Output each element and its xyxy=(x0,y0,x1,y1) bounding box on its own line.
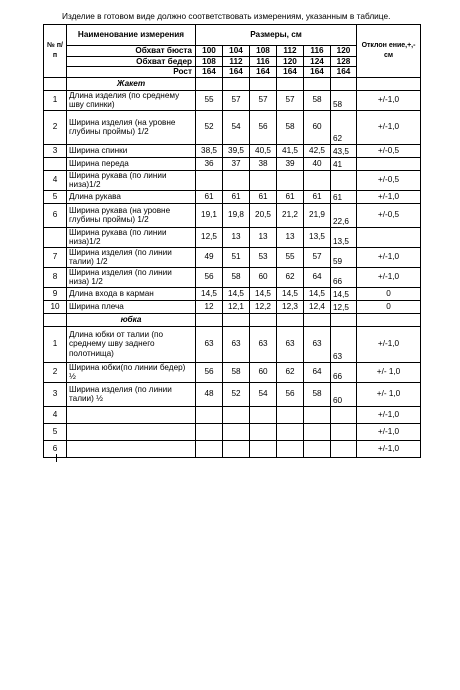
table-row xyxy=(44,227,421,247)
measurement-value: 55 xyxy=(277,247,304,267)
measurement-value: 14,5 xyxy=(304,287,331,300)
tolerance-value: +/-1,0 xyxy=(357,440,421,457)
size-param-label: Рост xyxy=(67,67,196,78)
row-number: 5 xyxy=(44,423,67,440)
measurement-value: 41 xyxy=(331,157,357,170)
tolerance-value xyxy=(357,157,421,170)
measurement-value: 12,4 xyxy=(304,300,331,313)
measurement-name: Ширина рукава (по линии низа)1/2 xyxy=(67,227,196,247)
empty-cell xyxy=(196,77,223,90)
empty-cell xyxy=(223,77,250,90)
size-value: 164 xyxy=(304,67,331,78)
measurement-value: 62 xyxy=(277,362,304,382)
row-number: 1 xyxy=(44,326,67,362)
row-number: 4 xyxy=(44,170,67,190)
measurement-value: 14,5 xyxy=(250,287,277,300)
number-header: № п/п xyxy=(44,25,67,78)
measurement-value xyxy=(331,423,357,440)
measurement-value: 63 xyxy=(304,326,331,362)
measurement-value: 38 xyxy=(250,157,277,170)
measurement-value: 55 xyxy=(196,90,223,110)
tolerance-value: +/-0,5 xyxy=(357,144,421,157)
measurement-value xyxy=(250,406,277,423)
measurement-value xyxy=(304,440,331,457)
measurement-value xyxy=(223,170,250,190)
table-row xyxy=(44,382,421,406)
measurement-value: 56 xyxy=(277,382,304,406)
empty-cell xyxy=(277,77,304,90)
row-number: 2 xyxy=(44,110,67,144)
name-header: Наименование измерения xyxy=(67,25,196,46)
measurement-value: 56 xyxy=(250,110,277,144)
tolerance-value xyxy=(357,227,421,247)
table-row xyxy=(44,247,421,267)
measurement-value: 66 xyxy=(331,267,357,287)
row-number: 1 xyxy=(44,90,67,110)
table-row xyxy=(44,300,421,313)
tolerance-value: +/-1,0 xyxy=(357,190,421,203)
measurement-name: Ширина рукава (на уровне глубины проймы) 1/2 xyxy=(67,203,196,227)
table-row xyxy=(44,267,421,287)
measurement-value: 63 xyxy=(277,326,304,362)
table-row xyxy=(44,170,421,190)
measurement-value xyxy=(304,423,331,440)
measurement-value xyxy=(250,423,277,440)
measurement-value: 58 xyxy=(277,110,304,144)
measurement-name: Ширина рукава (по линии низа)1/2 xyxy=(67,170,196,190)
measurement-value: 36 xyxy=(196,157,223,170)
size-value: 104 xyxy=(223,46,250,57)
measurement-value: 61 xyxy=(331,190,357,203)
measurement-value: 61 xyxy=(277,190,304,203)
empty-cell xyxy=(304,77,331,90)
measurement-value: 39 xyxy=(277,157,304,170)
measurement-value: 12 xyxy=(196,300,223,313)
measurement-name: Ширина спинки xyxy=(67,144,196,157)
empty-cell xyxy=(250,77,277,90)
measurement-value: 19,8 xyxy=(223,203,250,227)
table-row xyxy=(44,362,421,382)
measurement-value: 52 xyxy=(223,382,250,406)
measurement-value: 37 xyxy=(223,157,250,170)
size-value: 116 xyxy=(250,56,277,67)
measurement-value: 12,2 xyxy=(250,300,277,313)
size-value: 120 xyxy=(277,56,304,67)
measurement-value: 62 xyxy=(277,267,304,287)
size-value: 100 xyxy=(196,46,223,57)
measurement-value: 42,5 xyxy=(304,144,331,157)
tolerance-value: +/-1,0 xyxy=(357,326,421,362)
measurement-value: 22,6 xyxy=(331,203,357,227)
empty-cell xyxy=(331,77,357,90)
measurement-value: 21,9 xyxy=(304,203,331,227)
measurement-value: 40,5 xyxy=(250,144,277,157)
measurement-value: 63 xyxy=(196,326,223,362)
row-number: 6 xyxy=(44,203,67,227)
measurement-value: 43,5 xyxy=(331,144,357,157)
jacket-section-title: Жакет xyxy=(67,77,196,90)
size-value: 108 xyxy=(250,46,277,57)
measurement-value: 41,5 xyxy=(277,144,304,157)
measurement-value: 13 xyxy=(223,227,250,247)
measurement-value: 66 xyxy=(331,362,357,382)
measurement-value: 14,5 xyxy=(196,287,223,300)
table-row xyxy=(44,287,421,300)
row-number: 7 xyxy=(44,247,67,267)
measurement-value: 38,5 xyxy=(196,144,223,157)
measurement-name: Ширина переда xyxy=(67,157,196,170)
measurement-value: 57 xyxy=(277,90,304,110)
measurement-value: 58 xyxy=(223,267,250,287)
measurement-value: 63 xyxy=(250,326,277,362)
table-row xyxy=(44,203,421,227)
measurement-value: 19,1 xyxy=(196,203,223,227)
table-row xyxy=(44,326,421,362)
measurement-value: 12,5 xyxy=(196,227,223,247)
size-value: 164 xyxy=(331,67,357,78)
tolerance-value: +/-1,0 xyxy=(357,267,421,287)
tolerance-value: +/-1,0 xyxy=(357,406,421,423)
measurement-value: 60 xyxy=(250,362,277,382)
measurement-value: 57 xyxy=(250,90,277,110)
table-row xyxy=(44,90,421,110)
row-number: 5 xyxy=(44,190,67,203)
measurement-value: 52 xyxy=(196,110,223,144)
measurement-value: 63 xyxy=(331,326,357,362)
measurement-value xyxy=(304,406,331,423)
size-value: 112 xyxy=(277,46,304,57)
measurement-value: 64 xyxy=(304,362,331,382)
measurement-value: 12,5 xyxy=(331,300,357,313)
measurement-value: 21,2 xyxy=(277,203,304,227)
table-row xyxy=(44,144,421,157)
measurement-value xyxy=(223,406,250,423)
measurement-value: 61 xyxy=(196,190,223,203)
measurement-value xyxy=(277,440,304,457)
size-value: 164 xyxy=(223,67,250,78)
sizes-header: Размеры, см xyxy=(196,25,357,46)
measurement-name: Длина изделия (по среднему шву спинки) xyxy=(67,90,196,110)
measurement-value xyxy=(250,170,277,190)
measurement-value: 48 xyxy=(196,382,223,406)
measurement-value: 63 xyxy=(223,326,250,362)
measurement-value: 60 xyxy=(304,110,331,144)
size-value: 120 xyxy=(331,46,357,57)
row-number xyxy=(44,227,67,247)
measurement-name: Длина юбки от талии (по среднему шву заднего полотнища) xyxy=(67,326,196,362)
measurement-value: 14,5 xyxy=(331,287,357,300)
measurement-value: 39,5 xyxy=(223,144,250,157)
measurement-value: 60 xyxy=(331,382,357,406)
measurement-value xyxy=(277,423,304,440)
size-value: 164 xyxy=(196,67,223,78)
empty-cell xyxy=(357,313,421,326)
tolerance-value: +/-0,5 xyxy=(357,203,421,227)
measurement-value: 14,5 xyxy=(277,287,304,300)
row-number: 4 xyxy=(44,406,67,423)
measurement-value: 13 xyxy=(277,227,304,247)
table-caption: Изделие в готовом виде должно соответствовать измерениям, указанным в таблице. xyxy=(62,11,391,21)
measurement-value: 12,1 xyxy=(223,300,250,313)
measurement-value: 59 xyxy=(331,247,357,267)
measurement-value: 57 xyxy=(223,90,250,110)
measurement-name: Ширина изделия (на уровне глубины проймы) 1/2 xyxy=(67,110,196,144)
table-row xyxy=(44,110,421,144)
tolerance-value: +/-1,0 xyxy=(357,247,421,267)
measurement-name: Ширина изделия (по линии низа) 1/2 xyxy=(67,267,196,287)
measurement-value xyxy=(331,406,357,423)
size-value: 112 xyxy=(223,56,250,67)
measurement-value xyxy=(196,423,223,440)
size-value: 128 xyxy=(331,56,357,67)
measurement-value: 20,5 xyxy=(250,203,277,227)
measurement-value: 54 xyxy=(223,110,250,144)
measurement-value: 51 xyxy=(223,247,250,267)
measurement-value: 13,5 xyxy=(331,227,357,247)
measurement-value xyxy=(196,440,223,457)
measurement-name: Ширина плеча xyxy=(67,300,196,313)
measurement-value: 60 xyxy=(250,267,277,287)
measurement-value: 13 xyxy=(250,227,277,247)
measurement-value: 57 xyxy=(304,247,331,267)
size-value: 116 xyxy=(304,46,331,57)
tolerance-value: +/-1,0 xyxy=(357,90,421,110)
measurement-value xyxy=(223,440,250,457)
row-number: 9 xyxy=(44,287,67,300)
size-value: 164 xyxy=(277,67,304,78)
measurement-value: 61 xyxy=(250,190,277,203)
tolerance-value: +/- 1,0 xyxy=(357,382,421,406)
measurement-value: 58 xyxy=(331,90,357,110)
measurement-value: 58 xyxy=(223,362,250,382)
empty-cell xyxy=(223,313,250,326)
empty-cell xyxy=(331,313,357,326)
section-num-cell xyxy=(44,313,67,326)
measurement-value xyxy=(196,170,223,190)
empty-cell xyxy=(277,313,304,326)
empty-cell xyxy=(250,313,277,326)
measurement-name: Длина рукава xyxy=(67,190,196,203)
skirt-section-title: юбка xyxy=(67,313,196,326)
size-value: 164 xyxy=(250,67,277,78)
measurement-table xyxy=(43,24,421,458)
measurement-value: 12,3 xyxy=(277,300,304,313)
table-edge-mark xyxy=(56,454,57,462)
measurement-name xyxy=(67,423,196,440)
measurement-value: 61 xyxy=(223,190,250,203)
measurement-value xyxy=(331,170,357,190)
measurement-value: 61 xyxy=(304,190,331,203)
measurement-value: 58 xyxy=(304,382,331,406)
measurement-name: Длина входа в карман xyxy=(67,287,196,300)
row-number: 3 xyxy=(44,144,67,157)
table-row xyxy=(44,190,421,203)
measurement-value: 54 xyxy=(250,382,277,406)
measurement-value: 64 xyxy=(304,267,331,287)
measurement-value xyxy=(304,170,331,190)
measurement-value xyxy=(277,170,304,190)
measurement-value: 14,5 xyxy=(223,287,250,300)
row-number: 10 xyxy=(44,300,67,313)
measurement-value xyxy=(250,440,277,457)
tolerance-value: 0 xyxy=(357,300,421,313)
measurement-name: Ширина изделия (по линии талии) 1/2 xyxy=(67,247,196,267)
measurement-name xyxy=(67,440,196,457)
row-number: 8 xyxy=(44,267,67,287)
empty-cell xyxy=(304,313,331,326)
row-number xyxy=(44,157,67,170)
table-row xyxy=(44,406,421,423)
section-num-cell xyxy=(44,77,67,90)
measurement-value: 56 xyxy=(196,362,223,382)
table-row xyxy=(44,423,421,440)
measurement-name: Ширина изделия (по линии талии) ½ xyxy=(67,382,196,406)
size-param-label: Обхват бюста xyxy=(67,46,196,57)
table-row xyxy=(44,440,421,457)
measurement-value xyxy=(196,406,223,423)
size-param-label: Обхват бедер xyxy=(67,56,196,67)
tolerance-header: Отклон ение,+,- см xyxy=(357,25,421,78)
tolerance-value: +/-0,5 xyxy=(357,170,421,190)
measurement-value xyxy=(223,423,250,440)
measurement-value xyxy=(277,406,304,423)
table-row xyxy=(44,157,421,170)
measurement-value: 56 xyxy=(196,267,223,287)
measurement-value: 58 xyxy=(304,90,331,110)
size-value: 124 xyxy=(304,56,331,67)
tolerance-value: +/-1,0 xyxy=(357,110,421,144)
measurement-name xyxy=(67,406,196,423)
measurement-value: 13,5 xyxy=(304,227,331,247)
empty-cell xyxy=(196,313,223,326)
row-number: 3 xyxy=(44,382,67,406)
measurement-value xyxy=(331,440,357,457)
measurement-value: 49 xyxy=(196,247,223,267)
row-number: 2 xyxy=(44,362,67,382)
row-number: 6 xyxy=(44,440,67,457)
empty-cell xyxy=(357,77,421,90)
measurement-name: Ширина юбки(по линии бедер) ½ xyxy=(67,362,196,382)
tolerance-value: +/-1,0 xyxy=(357,423,421,440)
tolerance-value: +/- 1,0 xyxy=(357,362,421,382)
measurement-value: 53 xyxy=(250,247,277,267)
tolerance-value: 0 xyxy=(357,287,421,300)
measurement-value: 62 xyxy=(331,110,357,144)
size-value: 108 xyxy=(196,56,223,67)
measurement-value: 40 xyxy=(304,157,331,170)
